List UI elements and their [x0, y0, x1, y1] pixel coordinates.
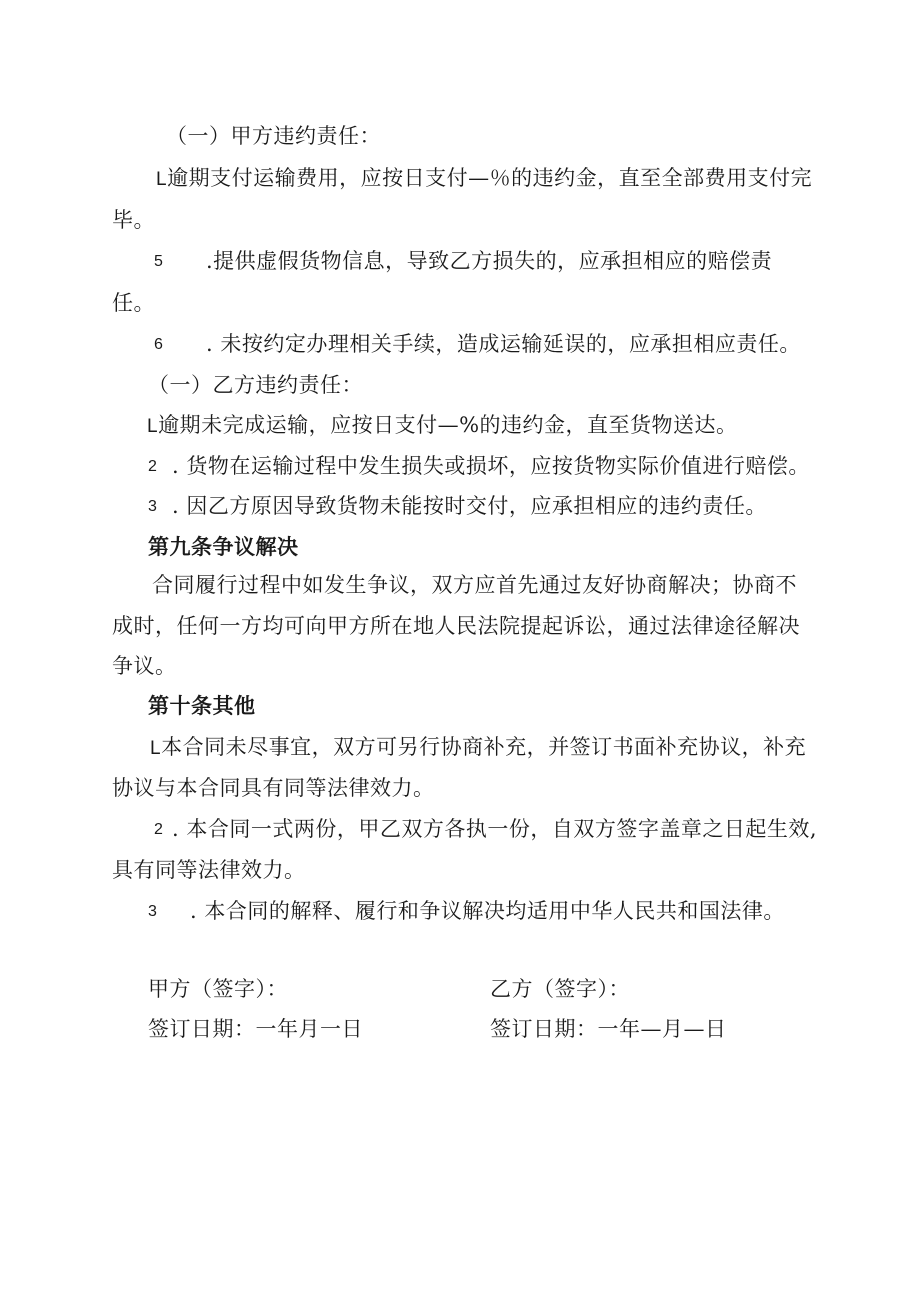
party-b-breach-heading: （一）乙方违约责任： [148, 373, 363, 397]
article10-item1-line2: 协议与本合同具有同等法律效力。 [112, 776, 435, 800]
party-b-item2-number: 2 [148, 458, 157, 475]
party-a-item1-line1 [156, 165, 812, 193]
party-b-item1 [147, 412, 738, 440]
article10-heading: 第十条其他 [148, 694, 256, 718]
article10-item1-text: 本合同未尽事宜，双方可另行协商补充，并签订书面补充协议，补充 [161, 735, 807, 759]
party-a-item1-text: 逾期支付运输费用，应按日支付—％的违约金，直至全部费用支付完 [167, 166, 813, 190]
party-b-item3-text: . 因乙方原因导致货物未能按时交付，应承担相应的违约责任。 [172, 494, 767, 518]
article10-item2-number: 2 [154, 821, 163, 838]
list-marker: L [150, 738, 162, 759]
party-b-date-label: 签订日期：一年—月—日 [490, 1017, 727, 1041]
party-a-item2-line1: .提供虚假货物信息，导致乙方损失的，应承担相应的赔偿责 [206, 249, 773, 273]
article9-line2: 成时，任何一方均可向甲方所在地人民法院提起诉讼，通过法律途径解决 [112, 614, 800, 638]
list-marker: L [147, 416, 159, 437]
article9-heading: 第九条争议解决 [148, 535, 299, 559]
party-a-item2-number: 5 [154, 253, 163, 270]
party-b-item2-text: . 货物在运输过程中发生损失或损坏，应按货物实际价值进行赔偿。 [172, 454, 810, 478]
party-a-item1-line2: 毕。 [112, 208, 155, 232]
party-b-signature-label: 乙方（签字）： [490, 977, 630, 1001]
article10-item3-text: . 本合同的解释、履行和争议解决均适用中华人民共和国法律。 [190, 899, 785, 923]
party-a-item3-text: . 未按约定办理相关手续，造成运输延误的，应承担相应责任。 [206, 332, 801, 356]
party-a-date-label: 签订日期：一年月一日 [148, 1017, 363, 1041]
party-b-item1-text: 逾期未完成运输，应按日支付—%的违约金，直至货物送达。 [158, 413, 738, 437]
article10-item3-number: 3 [148, 903, 157, 920]
article10-item2-line1: . 本合同一式两份，甲乙双方各执一份，自双方签字盖章之日起生效, [172, 817, 818, 841]
article10-item1-line1 [150, 734, 806, 762]
party-a-item3-number: 6 [154, 336, 163, 353]
list-marker: L [156, 169, 168, 190]
party-a-breach-heading: （一）甲方违约责任： [166, 124, 381, 148]
party-a-signature-label: 甲方（签字）： [148, 977, 288, 1001]
party-a-item2-line2: 任。 [112, 291, 155, 315]
article10-item2-line2: 具有同等法律效力。 [112, 858, 306, 882]
article9-line1: 合同履行过程中如发生争议，双方应首先通过友好协商解决；协商不 [152, 573, 797, 597]
party-b-item3-number: 3 [148, 498, 157, 515]
article9-line3: 争议。 [112, 654, 177, 678]
